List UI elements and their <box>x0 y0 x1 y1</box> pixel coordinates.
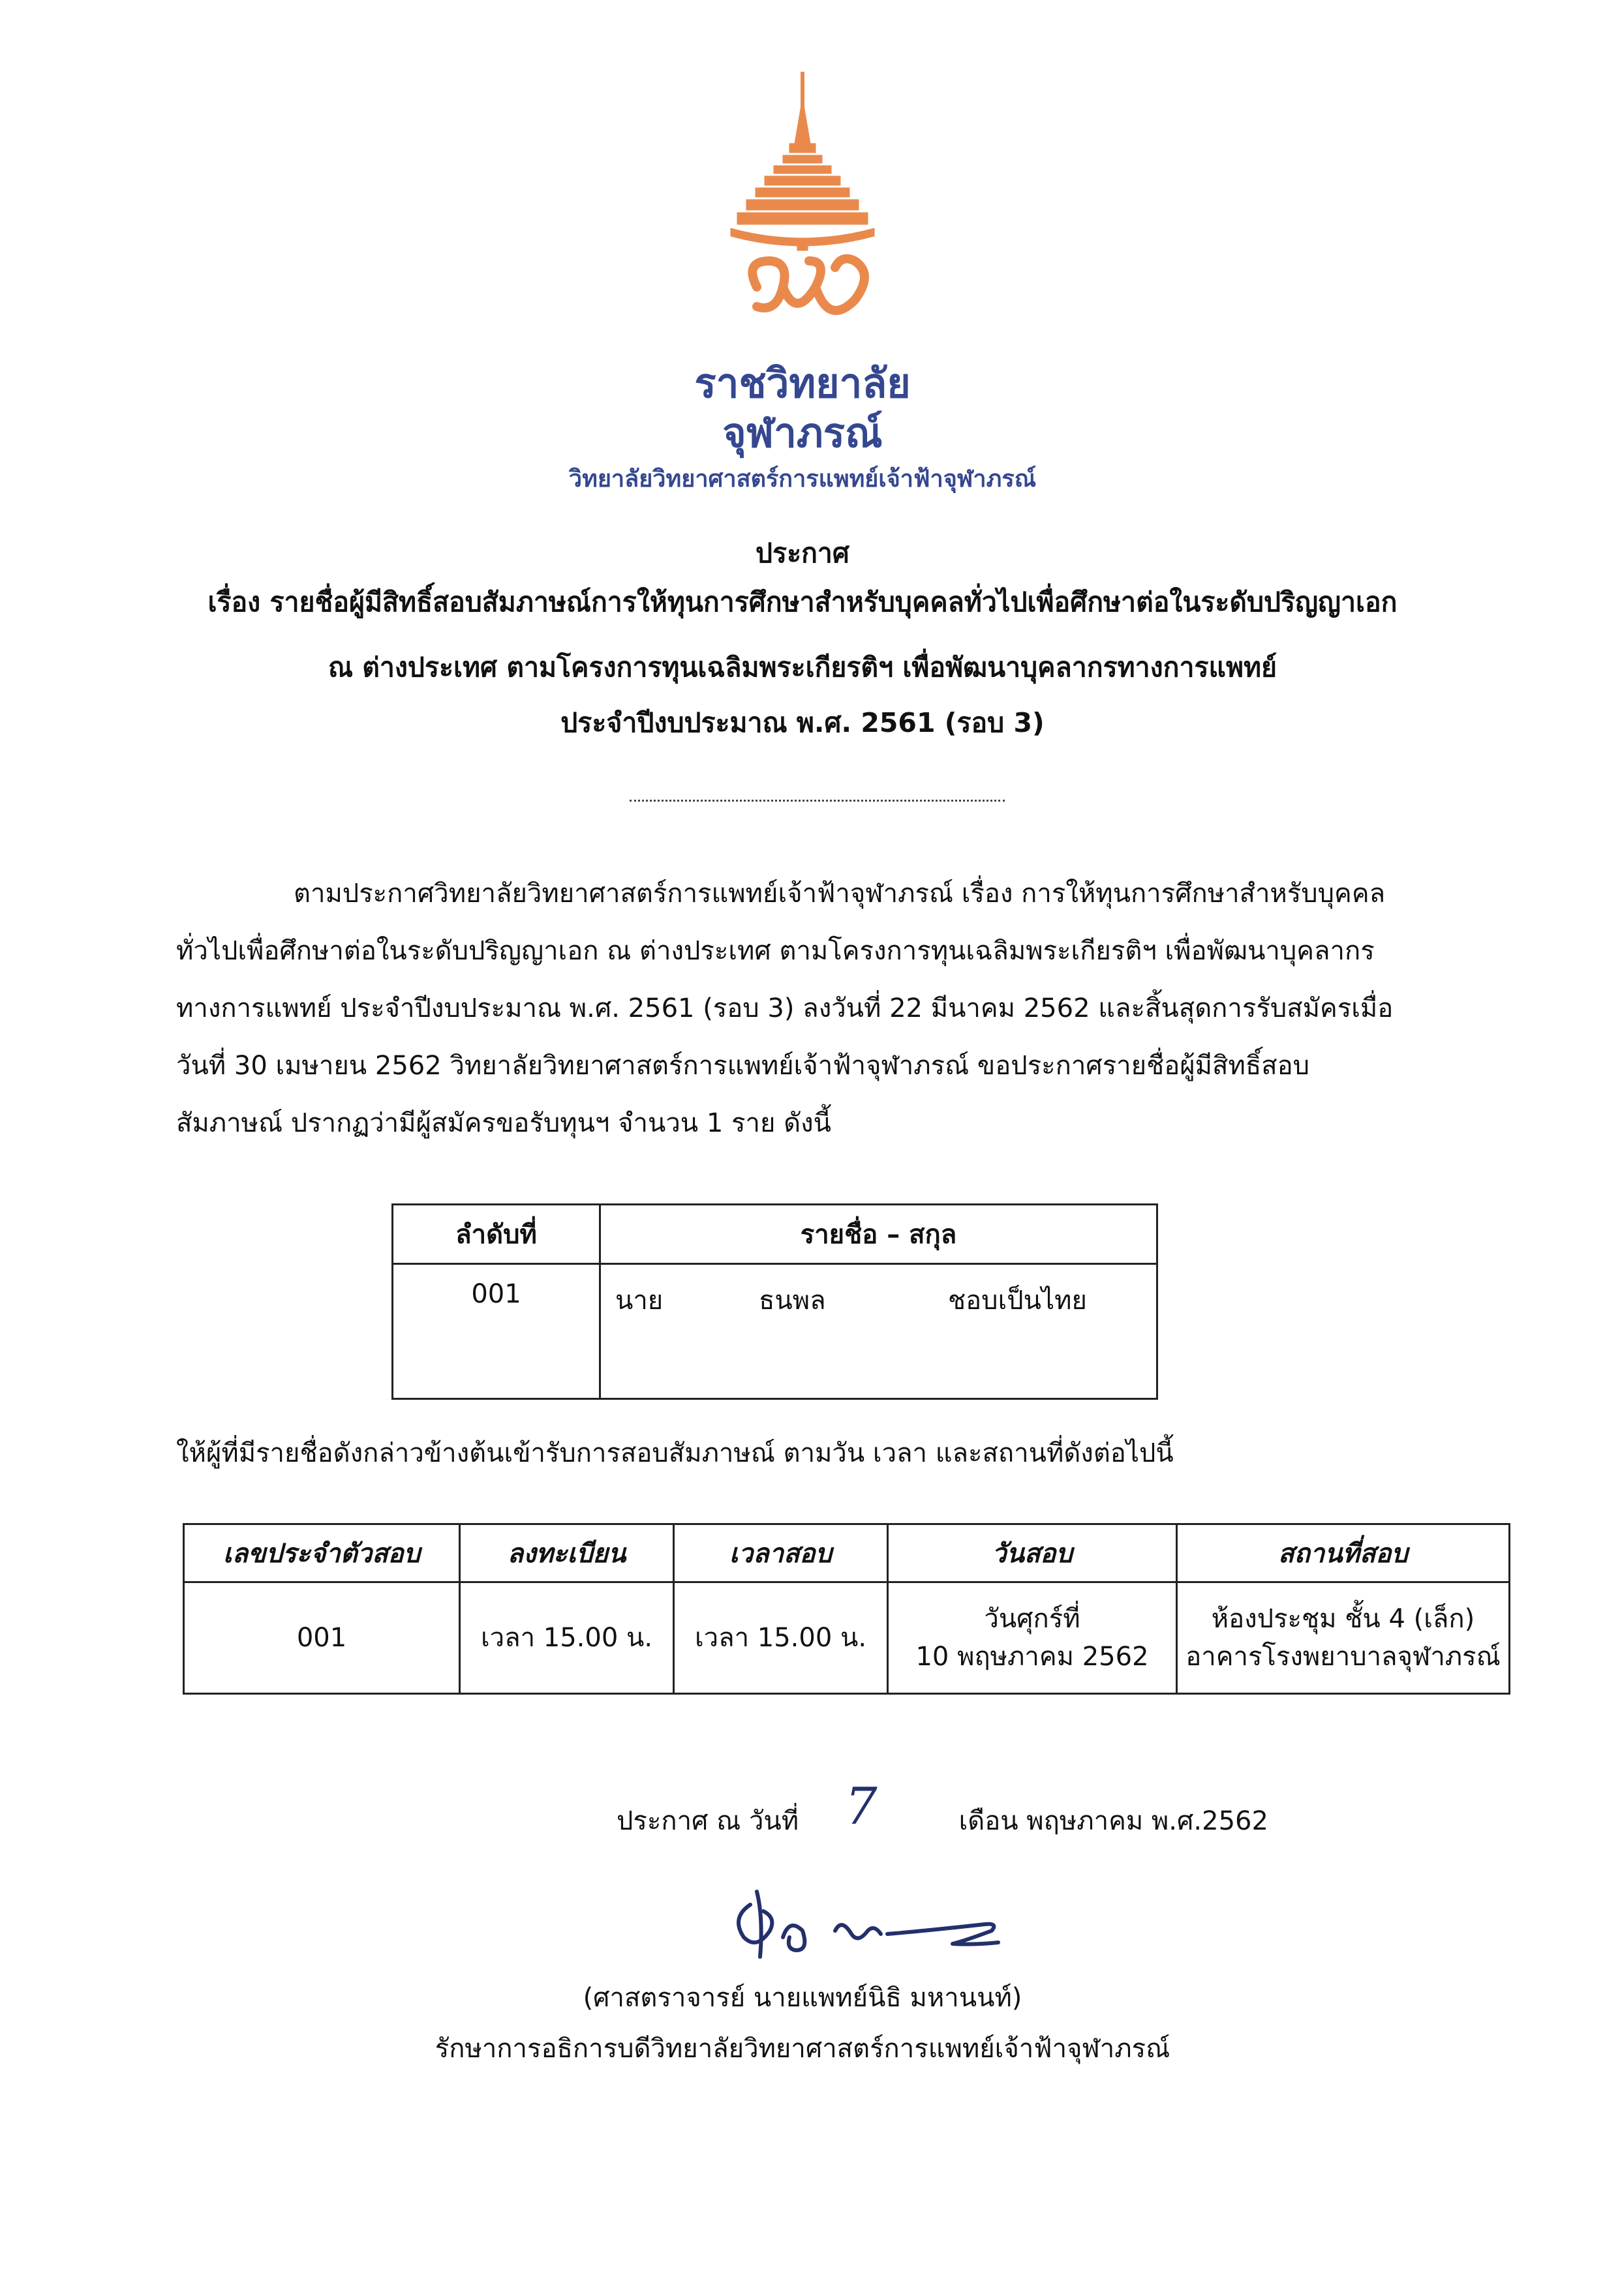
body-line: วันที่ 30 เมษายน 2562 วิทยาลัยวิทยาศาสตร์การแพทย์เจ้าฟ้าจุฬาภรณ์ ขอประกาศรายชื่อผู้มีสิทธิ์สอบ <box>176 1051 1310 1081</box>
announcement-label: ประกาศ <box>756 537 849 569</box>
date-prefix: ประกาศ ณ วันที่ <box>617 1806 799 1836</box>
brand-name-line1: ราชวิทยาลัย <box>694 359 911 407</box>
body-line: ตามประกาศวิทยาลัยวิทยาศาสตร์การแพทย์เจ้าฟ้าจุฬาภรณ์ เรื่อง การให้ทุนการศึกษาสำหรับบุคคล <box>294 879 1386 909</box>
exam-date-line2: 10 พฤษภาคม 2562 <box>915 1642 1149 1672</box>
signature <box>711 1879 1024 1983</box>
announcement-subject-line1: เรื่อง รายชื่อผู้มีสิทธิ์สอบสัมภาษณ์การให้ทุนการศึกษาสำหรับบุคคลทั่วไปเพื่อศึกษาต่อในระดับปริญญาเอก <box>207 586 1398 618</box>
brand-name-line2: จุฬาภรณ์ <box>722 409 883 457</box>
column-header-exam-date: วันสอบ <box>888 1524 1177 1582</box>
column-header-venue: สถานที่สอบ <box>1177 1524 1510 1582</box>
candidates-table <box>391 1203 1158 1400</box>
exam-time: เวลา 15.00 น. <box>674 1582 888 1694</box>
column-header-name: รายชื่อ – สกุล <box>600 1205 1157 1264</box>
signer-position: รักษาการอธิการบดีวิทยาลัยวิทยาศาสตร์การแพทย์เจ้าฟ้าจุฬาภรณ์ <box>435 2034 1170 2064</box>
candidate-first-name: ธนพล <box>759 1286 826 1316</box>
handwritten-day: 7 <box>845 1777 878 1836</box>
column-header-exam-time: เวลาสอบ <box>674 1524 888 1582</box>
announcement-subject-line2: ณ ต่างประเทศ ตามโครงการทุนเฉลิมพระเกียรติฯ เพื่อพัฒนาบุคลากรทางการแพทย์ <box>328 652 1277 683</box>
candidate-no: 001 <box>393 1264 600 1399</box>
registration-time: เวลา 15.00 น. <box>460 1582 674 1694</box>
announcement-date <box>617 1803 1268 1839</box>
exam-venue-line2: อาคารโรงพยาบาลจุฬาภรณ์ <box>1185 1642 1501 1672</box>
candidate-name-cell <box>600 1264 1157 1399</box>
exam-venue <box>1177 1582 1510 1694</box>
body-line: ทั่วไปเพื่อศึกษาต่อในระดับปริญญาเอก ณ ต่างประเทศ ตามโครงการทุนเฉลิมพระเกียรติฯ เพื่อพัฒนาบุคลากร <box>176 936 1375 966</box>
schedule-intro: ให้ผู้ที่มีรายชื่อดังกล่าวข้างต้นเข้ารับการสอบสัมภาษณ์ ตามวัน เวลา และสถานที่ดังต่อไปนี้ <box>176 1438 1174 1468</box>
college-logo <box>718 72 887 346</box>
announcement-subject-line3: ประจำปีงบประมาณ พ.ศ. 2561 (รอบ 3) <box>560 707 1045 738</box>
exam-id: 001 <box>184 1582 460 1694</box>
column-header-registration: ลงทะเบียน <box>460 1524 674 1582</box>
exam-venue-line1: ห้องประชุม ชั้น 4 (เล็ก) <box>1211 1604 1475 1634</box>
signer-name: (ศาสตราจารย์ นายแพทย์นิธิ มหานนท์) <box>583 1983 1022 2013</box>
date-suffix: เดือน พฤษภาคม พ.ศ.2562 <box>958 1806 1268 1836</box>
column-header-no: ลำดับที่ <box>393 1205 600 1264</box>
column-header-exam-id: เลขประจำตัวสอบ <box>184 1524 460 1582</box>
table-header-row <box>393 1205 1157 1264</box>
candidate-title: นาย <box>615 1286 664 1316</box>
body-line: ทางการแพทย์ ประจำปีงบประมาณ พ.ศ. 2561 (รอบ 3) ลงวันที่ 22 มีนาคม 2562 และสิ้นสุดการรับสมัครเมื่อ <box>176 993 1394 1023</box>
dotted-divider <box>630 800 1005 802</box>
body-line: สัมภาษณ์ ปรากฏว่ามีผู้สมัครขอรับทุนฯ จำนวน 1 ราย ดังนี้ <box>176 1108 831 1138</box>
candidate-last-name: ชอบเป็นไทย <box>948 1286 1087 1316</box>
college-name: วิทยาลัยวิทยาศาสตร์การแพทย์เจ้าฟ้าจุฬาภรณ์ <box>568 466 1037 492</box>
schedule-table <box>183 1523 1510 1695</box>
table-row <box>184 1582 1510 1694</box>
exam-date <box>888 1582 1177 1694</box>
exam-date-line1: วันศุกร์ที่ <box>984 1604 1080 1634</box>
table-header-row <box>184 1524 1510 1582</box>
table-row <box>393 1264 1157 1399</box>
